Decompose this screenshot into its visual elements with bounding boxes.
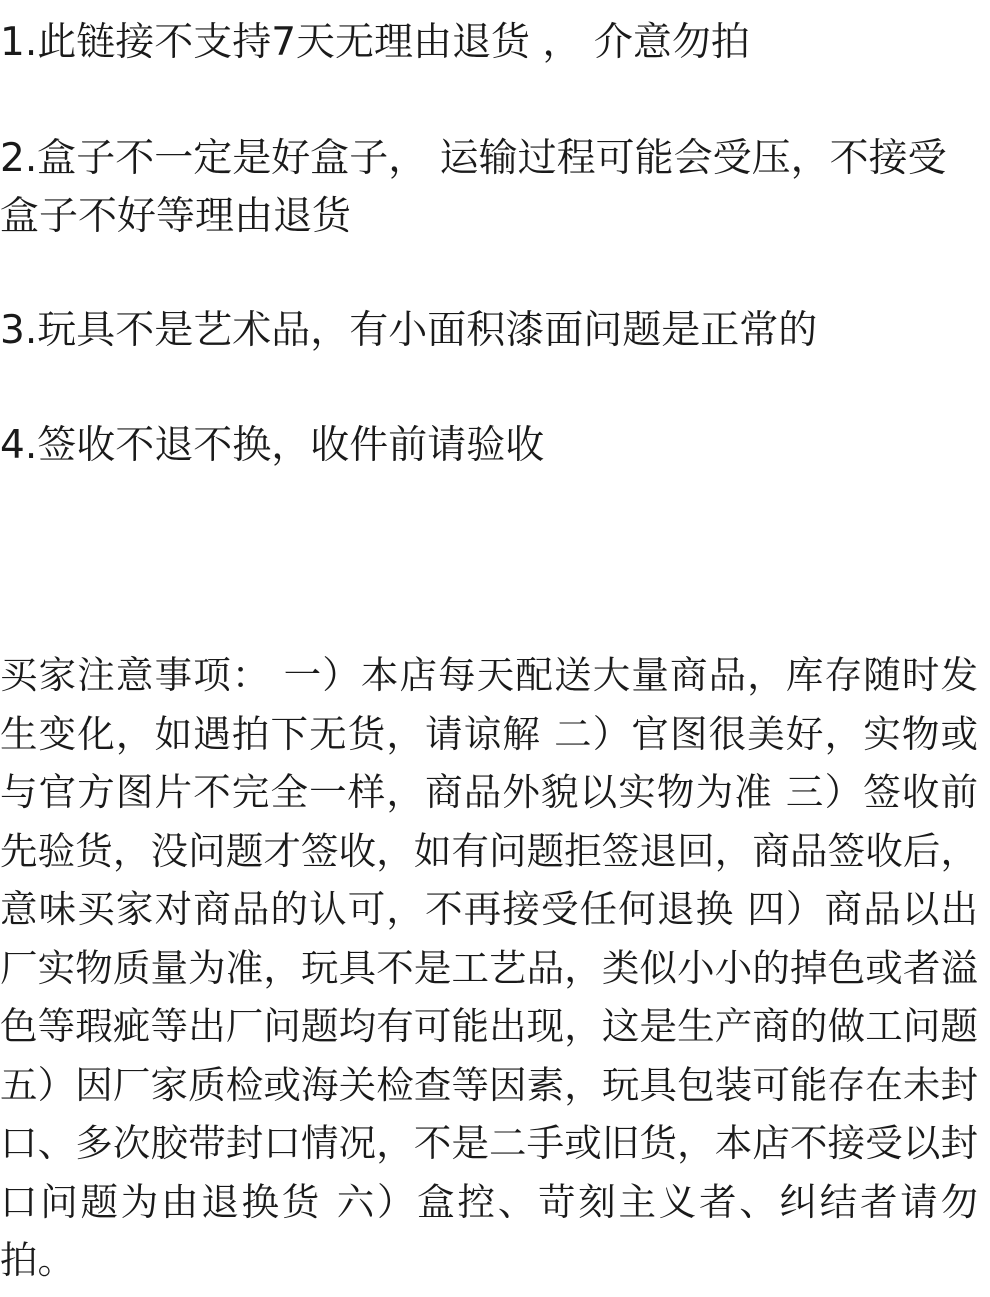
buyer-notice-paragraph: 买家注意事项： 一）本店每天配送大量商品，库存随时发生变化，如遇拍下无货，请谅解 二）官图很美好，实物或与官方图片不完全一样，商品外貌以实物为准 三）签收前先验货，没问题才签收，如有问题拒签退回，商品签收后，意味买家对商品的认可，不再接受任何退换 四）商品以出厂实物质量为准，玩具不是工艺品，类似小小的掉色或者溢色等瑕疵等出厂问题均有可能出现，这是生产商的做工问题 五）因厂家质检或海关检查等因素，玩具包装可能存在未封口、多次胶带封口情况，不是二手或旧货，本店不接受以封口问题为由退换货 六）盒控、苛刻主义者、纠结者请勿拍。 <box>0 653 978 1282</box>
rule-item-1: 1.此链接不支持7天无理由退货 ， 介意勿拍 <box>0 20 750 65</box>
rule-item-2: 2.盒子不一定是好盒子， 运输过程可能会受压，不接受盒子不好等理由退货 <box>0 136 947 239</box>
rule-item-4: 4.签收不退不换，收件前请验收 <box>0 423 545 468</box>
rule-item-3: 3.玩具不是艺术品，有小面积漆面问题是正常的 <box>0 308 818 353</box>
